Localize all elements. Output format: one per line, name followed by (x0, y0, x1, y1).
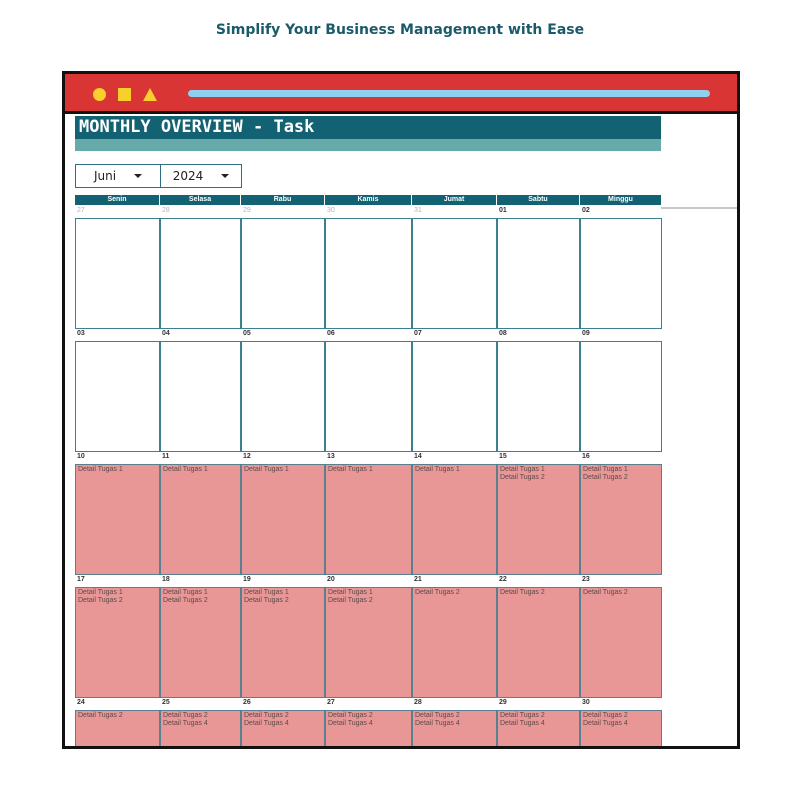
day-cell[interactable] (325, 464, 412, 575)
title-underbar (75, 139, 661, 151)
sheet-title: MONTHLY OVERVIEW - Task (75, 116, 661, 139)
day-number: 04 (162, 330, 170, 337)
weekday-header-senin: Senin (75, 195, 159, 205)
day-number: 26 (243, 699, 251, 706)
task-entry: Detail Tugas 2 (415, 589, 460, 596)
task-entry: Detail Tugas 4 (328, 720, 373, 727)
task-entry: Detail Tugas 2 (78, 712, 123, 719)
day-cell[interactable] (580, 218, 662, 329)
day-number: 22 (499, 576, 507, 583)
task-entry: Detail Tugas 4 (583, 720, 628, 727)
weekday-header-jumat: Jumat (412, 195, 496, 205)
day-cell[interactable] (412, 341, 497, 452)
task-entry: Detail Tugas 1 (328, 466, 373, 473)
task-entry: Detail Tugas 2 (244, 597, 289, 604)
day-cell[interactable] (241, 710, 325, 749)
day-cell[interactable] (160, 710, 241, 749)
task-entry: Detail Tugas 1 (163, 589, 208, 596)
day-cell[interactable] (75, 464, 160, 575)
task-entry: Detail Tugas 4 (415, 720, 460, 727)
year-value: 2024 (172, 169, 204, 183)
day-cell[interactable] (75, 587, 160, 698)
day-cell[interactable] (160, 218, 241, 329)
weekday-header-sabtu: Sabtu (497, 195, 579, 205)
day-cell[interactable] (497, 710, 580, 749)
day-cell[interactable] (325, 587, 412, 698)
task-entry: Detail Tugas 2 (163, 597, 208, 604)
day-cell[interactable] (75, 710, 160, 749)
day-number: 14 (414, 453, 422, 460)
task-entry: Detail Tugas 1 (328, 589, 373, 596)
chevron-down-icon (221, 174, 229, 178)
day-cell[interactable] (412, 218, 497, 329)
task-entry: Detail Tugas 1 (244, 589, 289, 596)
day-number: 25 (162, 699, 170, 706)
day-number: 13 (327, 453, 335, 460)
day-cell[interactable] (75, 341, 160, 452)
weekday-header-rabu: Rabu (241, 195, 324, 205)
triangle-icon (143, 88, 157, 101)
day-cell[interactable] (241, 587, 325, 698)
task-entry: Detail Tugas 4 (244, 720, 289, 727)
day-number: 17 (77, 576, 85, 583)
task-entry: Detail Tugas 1 (78, 466, 123, 473)
task-entry: Detail Tugas 4 (163, 720, 208, 727)
day-number: 27 (77, 207, 85, 214)
day-cell[interactable] (580, 341, 662, 452)
day-number: 08 (499, 330, 507, 337)
day-number: 27 (327, 699, 335, 706)
weekday-header-minggu: Minggu (580, 195, 661, 205)
window-titlebar (65, 74, 737, 114)
task-entry: Detail Tugas 1 (415, 466, 460, 473)
day-cell[interactable] (580, 710, 662, 749)
month-value: Juni (93, 169, 117, 183)
day-cell[interactable] (241, 218, 325, 329)
circle-icon (93, 88, 106, 101)
task-entry: Detail Tugas 1 (500, 466, 545, 473)
day-number: 21 (414, 576, 422, 583)
task-entry: Detail Tugas 2 (415, 712, 460, 719)
task-entry: Detail Tugas 2 (500, 474, 545, 481)
task-entry: Detail Tugas 2 (244, 712, 289, 719)
day-cell[interactable] (160, 341, 241, 452)
square-icon (118, 88, 131, 101)
chevron-down-icon (134, 174, 142, 178)
task-entry: Detail Tugas 4 (500, 720, 545, 727)
day-cell[interactable] (580, 587, 662, 698)
day-number: 29 (243, 207, 251, 214)
task-entry: Detail Tugas 2 (583, 474, 628, 481)
spreadsheet (65, 114, 737, 746)
day-number: 15 (499, 453, 507, 460)
day-number: 06 (327, 330, 335, 337)
task-entry: Detail Tugas 1 (163, 466, 208, 473)
task-entry: Detail Tugas 2 (583, 589, 628, 596)
day-number: 02 (582, 207, 590, 214)
day-cell[interactable] (497, 341, 580, 452)
task-entry: Detail Tugas 1 (244, 466, 289, 473)
day-number: 03 (77, 330, 85, 337)
day-number: 16 (582, 453, 590, 460)
task-entry: Detail Tugas 1 (583, 466, 628, 473)
day-cell[interactable] (497, 587, 580, 698)
day-cell[interactable] (325, 218, 412, 329)
day-number: 05 (243, 330, 251, 337)
day-number: 10 (77, 453, 85, 460)
task-entry: Detail Tugas 2 (500, 712, 545, 719)
day-number: 09 (582, 330, 590, 337)
day-number: 18 (162, 576, 170, 583)
day-number: 07 (414, 330, 422, 337)
task-entry: Detail Tugas 2 (500, 589, 545, 596)
day-number: 12 (243, 453, 251, 460)
day-number: 31 (414, 207, 422, 214)
day-cell[interactable] (160, 587, 241, 698)
day-cell[interactable] (325, 710, 412, 749)
day-cell[interactable] (497, 218, 580, 329)
page-headline: Simplify Your Business Management with Ease (215, 22, 585, 38)
day-number: 29 (499, 699, 507, 706)
sheet-divider (661, 207, 737, 209)
day-cell[interactable] (75, 218, 160, 329)
task-entry: Detail Tugas 2 (328, 597, 373, 604)
day-number: 20 (327, 576, 335, 583)
day-number: 11 (162, 453, 170, 460)
day-cell[interactable] (325, 341, 412, 452)
day-number: 30 (327, 207, 335, 214)
day-cell[interactable] (241, 341, 325, 452)
month-dropdown[interactable] (75, 164, 161, 188)
address-bar[interactable] (188, 90, 710, 97)
task-entry: Detail Tugas 2 (163, 712, 208, 719)
year-dropdown[interactable] (160, 164, 242, 188)
day-cell[interactable] (580, 464, 662, 575)
day-number: 24 (77, 699, 85, 706)
day-cell[interactable] (160, 464, 241, 575)
day-cell[interactable] (497, 464, 580, 575)
day-number: 19 (243, 576, 251, 583)
day-number: 28 (162, 207, 170, 214)
app-window (62, 71, 740, 749)
task-entry: Detail Tugas 2 (583, 712, 628, 719)
day-cell[interactable] (412, 464, 497, 575)
task-entry: Detail Tugas 1 (78, 589, 123, 596)
task-entry: Detail Tugas 2 (328, 712, 373, 719)
day-number: 28 (414, 699, 422, 706)
day-cell[interactable] (412, 587, 497, 698)
day-number: 30 (582, 699, 590, 706)
day-cell[interactable] (412, 710, 497, 749)
day-cell[interactable] (241, 464, 325, 575)
day-number: 23 (582, 576, 590, 583)
weekday-header-selasa: Selasa (160, 195, 240, 205)
weekday-header-kamis: Kamis (325, 195, 411, 205)
day-number: 01 (499, 207, 507, 214)
task-entry: Detail Tugas 2 (78, 597, 123, 604)
